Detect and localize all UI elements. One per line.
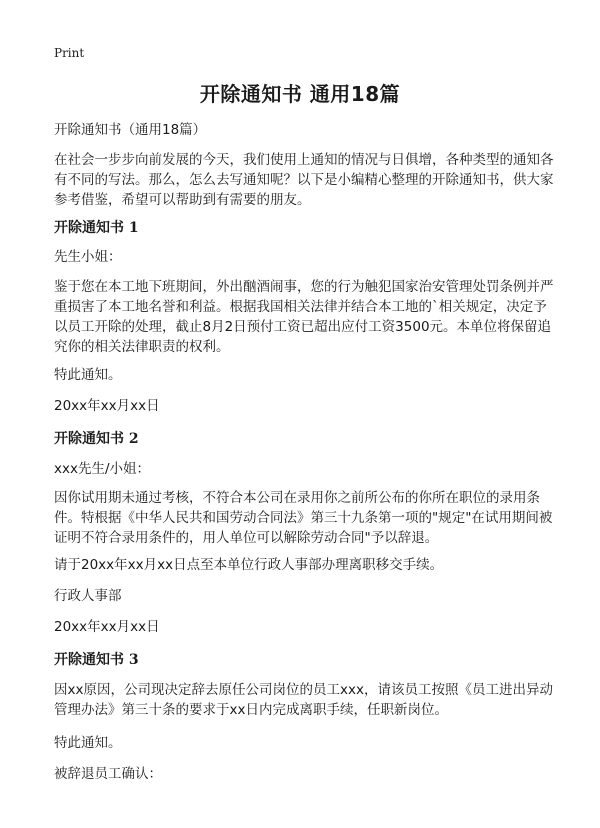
intro-paragraph: 在社会一步步向前发展的今天，我们使用上通知的情况与日俱增，各种类型的通知各有不同的写法。那么，怎么去写通知呢？以下是小编精心整理的开除通知书，供大家参考借鉴，希望可以帮助到有需要的朋友。 — [54, 152, 554, 208]
section-1-date: 20xx年xx月xx日 — [54, 398, 160, 414]
section-1-body: 鉴于您在本工地下班期间，外出酗酒闹事，您的行为触犯国家治安管理处罚条例并严重损害了本工地名誉和利益。根据我国相关法律并结合本工地的`相关规定，决定予以员工开除的处理，截止8月2日预付工资已超出应付工资3500元。本单位将保留追究你的相关法律职责的权利。 — [54, 279, 554, 355]
section-3-confirm: 被辞退员工确认： — [54, 766, 162, 782]
section-1-closing: 特此通知。 — [54, 367, 122, 383]
section-heading-3: 开除通知书 3 — [54, 652, 139, 668]
section-2-body: 因你试用期未通过考核，不符合本公司在录用你之前所公布的你所在职位的录用条件。特根据《中华人民共和国劳动合同法》第三十九条第一项的"规定"在试用期间被证明不符合录用条件的，用人单位可以解除劳动合同"予以辞退。 — [54, 490, 553, 546]
section-1-salutation: 先生小姐： — [54, 249, 122, 265]
section-2-notice: 请于20xx年xx月xx日点至本单位行政人事部办理离职移交手续。 — [54, 557, 444, 573]
section-3-body: 因xx原因，公司现决定辞去原任公司岗位的员工xxx，请该员工按照《员工进出异动管理办法》第三十条的要求于xx日内完成离职手续，任职新岗位。 — [54, 682, 553, 718]
section-3-closing: 特此通知。 — [54, 735, 122, 751]
section-heading-1: 开除通知书 1 — [54, 220, 139, 236]
section-2-salutation: xxx先生/小姐： — [54, 461, 151, 477]
print-link[interactable]: Print — [54, 46, 85, 60]
document-subtitle: 开除通知书（通用18篇） — [54, 122, 207, 138]
section-heading-2: 开除通知书 2 — [54, 431, 139, 447]
page-title: 开除通知书 通用18篇 — [199, 82, 401, 106]
section-2-date: 20xx年xx月xx日 — [54, 619, 160, 635]
section-2-department: 行政人事部 — [54, 588, 122, 604]
